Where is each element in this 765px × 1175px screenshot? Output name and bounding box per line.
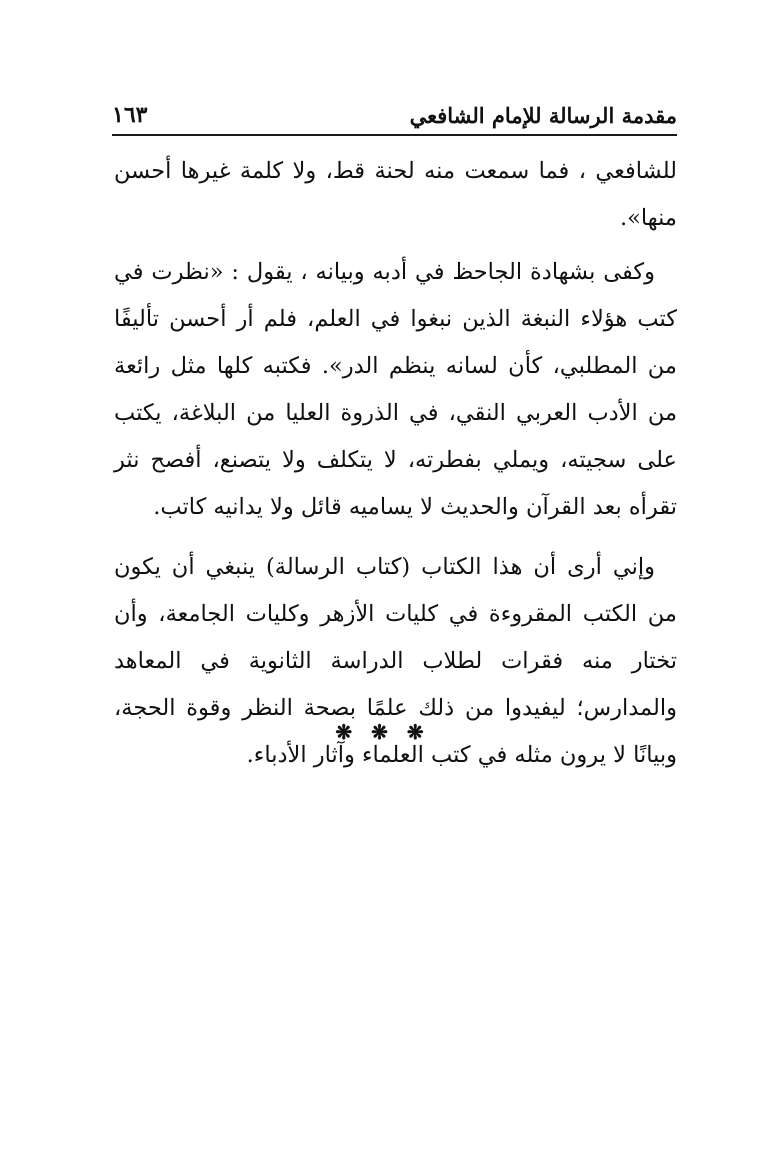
- paragraph-continued: للشافعي ، فما سمعت منه لحنة قط، ولا كلمة غيرها أحسن منها».: [114, 158, 677, 231]
- running-header: [112, 92, 677, 132]
- header-title: مقدمة الرسالة للإمام الشافعي: [409, 103, 677, 128]
- page-number: ١٦٣: [112, 102, 148, 128]
- paragraph: وكفى بشهادة الجاحظ في أدبه وبيانه ، يقول : «نظرت في كتب هؤلاء النبغة الذين نبغوا في العلم، فلم أر أحسن تأليفًا من المطلبي، كأن لسانه ينظم الدر». فكتبه كلها مثل رائعة من الأدب العربي النقي، في الذروة العليا من البلاغة، يكتب على سجيته، ويملي بفطرته، لا يتكلف ولا يتصنع، أفصح نثر تقرأه بعد القرآن والحديث لا يساميه قائل ولا يدانيه كاتب.: [114, 259, 677, 520]
- paragraph: وإني أرى أن هذا الكتاب (كتاب الرسالة) ينبغي أن يكون من الكتب المقروءة في كليات الأزهر وكليات الجامعة، وأن تختار منه فقرات لطلاب الدراسة الثانوية في المعاهد والمدارس؛ ليفيدوا من ذلك علمًا بصحة النظر وقوة الحجة، وبيانًا لا يرون مثله في كتب العلماء وآثار الأدباء.: [114, 554, 677, 768]
- header-rule: [112, 134, 677, 136]
- section-separator: ❋ ❋ ❋: [335, 720, 430, 744]
- page-body: [114, 148, 677, 779]
